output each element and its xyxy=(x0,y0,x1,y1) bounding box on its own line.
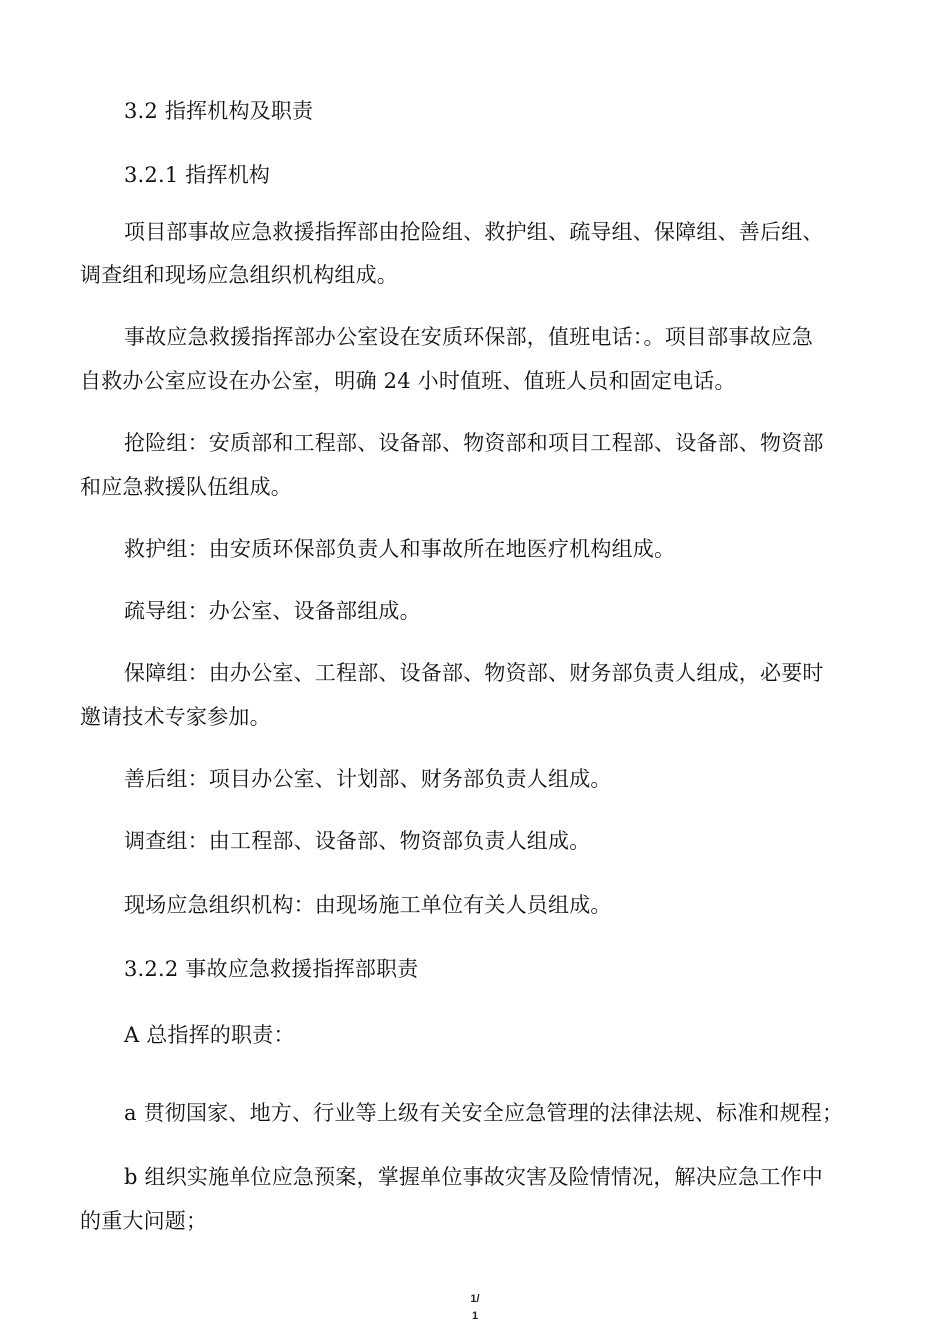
paragraph-line: 邀请技术专家参加。 xyxy=(80,705,271,729)
section-heading-3-2: 3.2 指挥机构及职责 xyxy=(124,99,314,123)
paragraph-line: 现场应急组织机构：由现场施工单位有关人员组成。 xyxy=(124,893,612,917)
paragraph-line: 自救办公室应设在办公室，明确 24 小时值班、值班人员和固定电话。 xyxy=(80,369,736,393)
page-number-top: 1/ xyxy=(470,1293,480,1305)
paragraph-line: 和应急救援队伍组成。 xyxy=(80,475,292,499)
paragraph-line: 保障组：由办公室、工程部、设备部、物资部、财务部负责人组成，必要时 xyxy=(124,661,824,685)
paragraph-line: 善后组：项目办公室、计划部、财务部负责人组成。 xyxy=(124,767,612,791)
subsection-heading-3-2-2: 3.2.2 事故应急救援指挥部职责 xyxy=(124,957,419,981)
page-number-bottom: 1 xyxy=(471,1310,479,1322)
paragraph-line: A 总指挥的职责： xyxy=(124,1023,295,1047)
paragraph-line: 的重大问题； xyxy=(80,1209,208,1233)
subsection-heading-3-2-1: 3.2.1 指挥机构 xyxy=(124,163,271,187)
paragraph-line: 疏导组：办公室、设备部组成。 xyxy=(124,599,421,623)
paragraph-line: 调查组：由工程部、设备部、物资部负责人组成。 xyxy=(124,829,591,853)
paragraph-line: 救护组：由安质环保部负责人和事故所在地医疗机构组成。 xyxy=(124,537,676,561)
paragraph-line: b 组织实施单位应急预案，掌握单位事故灾害及险情情况，解决应急工作中 xyxy=(124,1165,823,1189)
paragraph-line: a 贯彻国家、地方、行业等上级有关安全应急管理的法律法规、标准和规程； xyxy=(124,1101,844,1125)
paragraph-line: 调查组和现场应急组织机构组成。 xyxy=(80,263,398,287)
paragraph-line: 事故应急救援指挥部办公室设在安质环保部，值班电话：。项目部事故应急 xyxy=(124,325,814,349)
paragraph-line: 抢险组：安质部和工程部、设备部、物资部和项目工程部、设备部、物资部 xyxy=(124,431,824,455)
paragraph-line: 项目部事故应急救援指挥部由抢险组、救护组、疏导组、保障组、善后组、 xyxy=(124,220,824,244)
